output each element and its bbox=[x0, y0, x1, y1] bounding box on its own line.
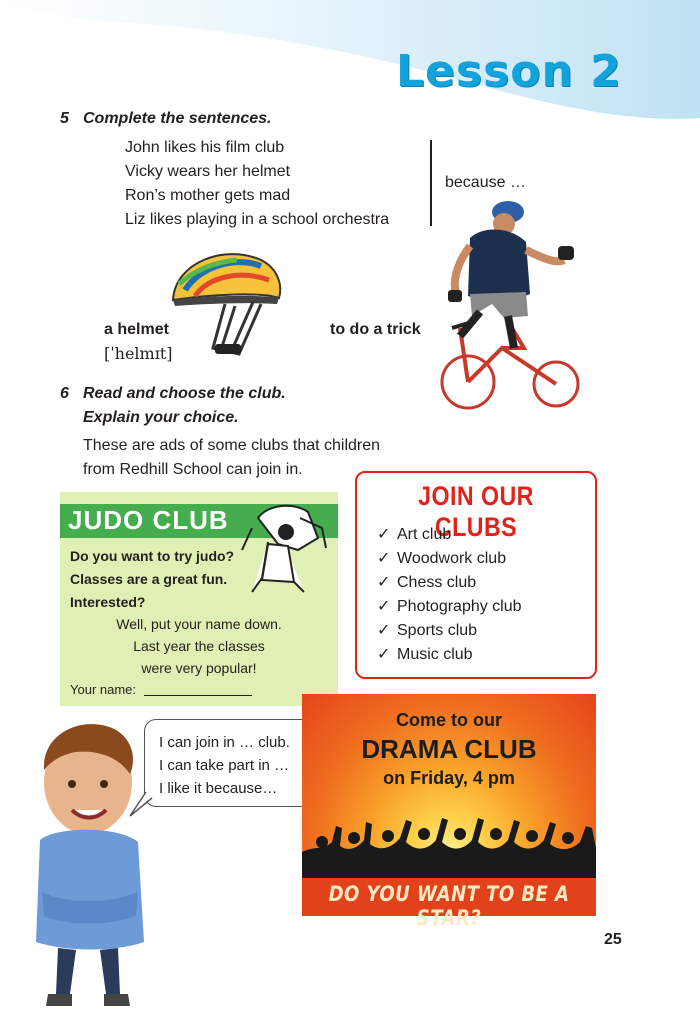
judo-line-5: Last year the classes bbox=[133, 638, 265, 654]
check-icon: ✓ bbox=[377, 598, 391, 615]
club-item: ✓ Music club bbox=[377, 643, 522, 667]
drama-club-ad bbox=[302, 694, 596, 930]
check-icon: ✓ bbox=[377, 646, 391, 663]
join-title: JOIN OUR CLUBS bbox=[418, 481, 534, 542]
dancing-crowd-image bbox=[302, 812, 596, 884]
drama-slogan: DO YOU WANT TO BE A STAR? bbox=[328, 882, 570, 930]
task-6-number: 6 bbox=[60, 385, 69, 402]
judo-line-6: were very popular! bbox=[141, 660, 257, 676]
helmet-transcription: [ˈhelmɪt] bbox=[104, 344, 173, 363]
helmet-label: a helmet bbox=[104, 321, 169, 338]
task-6-instruction-line2: Explain your choice. bbox=[83, 409, 239, 426]
task-5-number: 5 bbox=[60, 110, 69, 127]
trick-label: to do a trick bbox=[330, 321, 421, 338]
sentence-3: Ron’s mother gets mad bbox=[125, 187, 291, 204]
page-number: 25 bbox=[604, 931, 622, 948]
club-list bbox=[377, 523, 522, 667]
judo-line-1: Do you want to try judo? bbox=[70, 548, 235, 564]
intro-line1: These are ads of some clubs that children bbox=[83, 437, 381, 454]
lesson-title: Lesson 2 bbox=[396, 46, 622, 97]
helmet-image bbox=[165, 240, 285, 365]
join-clubs-ad bbox=[355, 471, 597, 679]
check-icon: ✓ bbox=[377, 526, 391, 543]
club-item: ✓ Sports club bbox=[377, 619, 522, 643]
drama-title: DRAMA CLUB bbox=[361, 734, 537, 764]
check-icon: ✓ bbox=[377, 550, 391, 567]
judo-line-2: Classes are a great fun. bbox=[70, 571, 228, 587]
task-5-instruction: Complete the sentences. bbox=[83, 110, 272, 127]
club-item: ✓ Art club bbox=[377, 523, 522, 547]
judo-club-ad bbox=[60, 492, 338, 706]
sentence-1: John likes his film club bbox=[125, 139, 285, 156]
club-item: ✓ Woodwork club bbox=[377, 547, 522, 571]
judo-name-label: Your name: bbox=[70, 682, 137, 697]
intro-line2: from Redhill School can join in. bbox=[83, 461, 303, 478]
bubble-line-1: I can join in … club. bbox=[159, 734, 290, 751]
check-icon: ✓ bbox=[377, 574, 391, 591]
judo-name-field[interactable] bbox=[144, 695, 252, 696]
because-text: because … bbox=[445, 174, 526, 191]
boy-image bbox=[26, 722, 156, 1012]
judo-line-4: Well, put your name down. bbox=[116, 616, 282, 632]
speech-bubble bbox=[144, 719, 326, 807]
judo-line-3: Interested? bbox=[70, 594, 146, 610]
task-6-instruction-line1: Read and choose the club. bbox=[83, 385, 286, 402]
sentence-4: Liz likes playing in a school orchestra bbox=[125, 211, 390, 228]
drama-line-1: Come to our bbox=[396, 710, 502, 730]
judo-title: JUDO CLUB bbox=[68, 505, 229, 535]
club-item: ✓ Chess club bbox=[377, 571, 522, 595]
club-item: ✓ Photography club bbox=[377, 595, 522, 619]
bubble-line-2: I can take part in … bbox=[159, 757, 290, 774]
bubble-tail bbox=[126, 790, 156, 820]
judo-fighters-image bbox=[238, 498, 330, 596]
check-icon: ✓ bbox=[377, 622, 391, 639]
drama-line-3: on Friday, 4 pm bbox=[383, 768, 515, 788]
bubble-line-3: I like it because… bbox=[159, 780, 278, 797]
bmx-rider-image bbox=[432, 198, 582, 422]
sentence-2: Vicky wears her helmet bbox=[125, 163, 291, 180]
